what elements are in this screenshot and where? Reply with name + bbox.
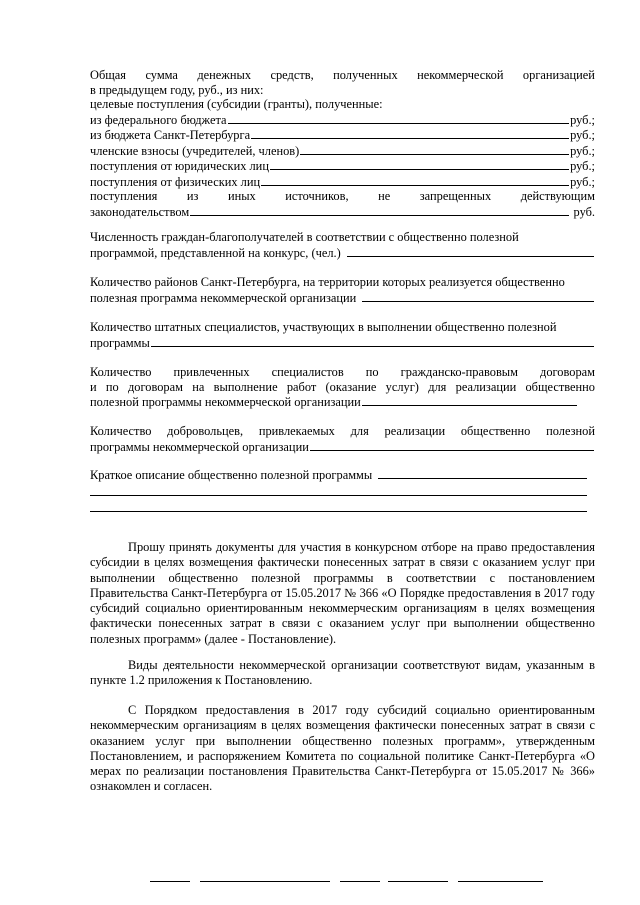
- word: полезной: [546, 424, 595, 438]
- word: привлекаемых: [258, 424, 335, 438]
- targeted-label: целевые поступления (субсидии (гранты), полученные:: [90, 97, 383, 111]
- word: гражданско-правовым: [400, 365, 518, 379]
- word: Количество: [90, 424, 152, 438]
- funds-row-unit: руб.;: [570, 128, 595, 142]
- funds-other-line1: [90, 189, 595, 204]
- individuals-amount-field[interactable]: [261, 174, 569, 186]
- word: средств,: [270, 68, 314, 82]
- word: полученных: [333, 68, 398, 82]
- description-field[interactable]: [378, 467, 587, 479]
- word: денежных: [197, 68, 252, 82]
- staff-line1: Количество штатных специалистов, участвующих в выполнении общественно полезной: [90, 320, 557, 334]
- word: добровольцев,: [167, 424, 244, 438]
- legal-entities-amount-field[interactable]: [270, 158, 569, 170]
- word: Общая: [90, 68, 126, 82]
- description-blank-line[interactable]: [90, 510, 587, 512]
- other-sources-amount-field[interactable]: [190, 204, 568, 216]
- word: Количество: [90, 365, 152, 379]
- word: организацией: [522, 68, 595, 82]
- word: поступления: [90, 189, 158, 203]
- districts-label: полезная программа некоммерческой организации: [90, 290, 357, 305]
- beneficiaries-section: [90, 230, 595, 260]
- activities-paragraph: Виды деятельности некоммерческой организации соответствуют видам, указанным в пункте 1.2 приложения к Постановлению.: [90, 658, 595, 688]
- word: из: [186, 189, 199, 203]
- staff-section: [90, 320, 595, 350]
- districts-section: [90, 275, 595, 305]
- funds-section: [90, 68, 595, 219]
- funds-row-legal: [90, 158, 595, 174]
- contractors-label: полезной программы некоммерческой организации: [90, 395, 361, 409]
- staff-count-field[interactable]: [151, 335, 594, 347]
- spb-amount-field[interactable]: [251, 127, 569, 139]
- contractors-section: [90, 365, 595, 410]
- funds-row-label: из федерального бюджета: [90, 112, 227, 127]
- word: запрещенных: [419, 189, 492, 203]
- funds-row-label: поступления от юридических лиц: [90, 159, 269, 173]
- funds-row-label: из бюджета Санкт-Петербурга: [90, 128, 251, 142]
- word: сумма: [145, 68, 178, 82]
- word: договорам: [540, 365, 595, 379]
- funds-row-federal: [90, 112, 595, 128]
- funds-row-unit: руб.;: [570, 112, 595, 127]
- funds-row-unit: руб.;: [570, 174, 595, 189]
- signature-line[interactable]: [150, 880, 190, 882]
- beneficiaries-count-field[interactable]: [347, 245, 594, 257]
- federal-amount-field[interactable]: [228, 112, 570, 124]
- word: по: [365, 365, 379, 379]
- beneficiaries-line1: Численность граждан-благополучателей в соответствии с общественно полезной: [90, 230, 519, 244]
- word: специалистов: [271, 365, 344, 379]
- word: некоммерческой: [417, 68, 504, 82]
- signature-line[interactable]: [200, 880, 330, 882]
- funds-row-label: законодательством: [90, 204, 190, 219]
- volunteers-label: программы некоммерческой организации: [90, 439, 309, 454]
- funds-row-unit: руб.;: [570, 159, 595, 173]
- word: для: [350, 424, 369, 438]
- word: реализации: [384, 424, 446, 438]
- description-section: [90, 467, 595, 483]
- funds-row-label: членские взносы (учредителей, членов): [90, 143, 300, 158]
- funds-row-spb: [90, 127, 595, 143]
- word: привлеченных: [173, 365, 250, 379]
- word: действующим: [520, 189, 595, 203]
- contractors-line2: и по договорам на выполнение работ (оказание услуг) для реализации общественно: [90, 379, 595, 394]
- staff-label: программы: [90, 335, 150, 350]
- funds-row-membership: [90, 143, 595, 159]
- agreement-paragraph: С Порядком предоставления в 2017 году субсидий социально ориентированным некоммерческим организациям в целях возмещения фактически понесенных затрат в связи с оказанием услуг при выполнении общественно полезных программ», утвержденным Постановлением, и распоряжением Комитета по социальной политике Санкт-Петербурга «О мерах по реализации постановления Правительства Санкт-Петербурга от 15.05.2017 № 366» ознакомлен и согласен.: [90, 703, 595, 794]
- funds-intro-line1: [90, 68, 595, 83]
- volunteers-line1: [90, 424, 595, 439]
- staff-line2: [90, 335, 595, 351]
- beneficiaries-label: программой, представленной на конкурс, (чел.): [90, 245, 341, 260]
- contractors-line3: [90, 394, 595, 410]
- funds-row-label: поступления от физических лиц: [90, 174, 261, 189]
- signature-line[interactable]: [388, 880, 448, 882]
- word: иных: [227, 189, 256, 203]
- funds-row-individuals: [90, 174, 595, 190]
- volunteers-section: [90, 424, 595, 454]
- volunteers-count-field[interactable]: [310, 439, 594, 451]
- districts-line1: Количество районов Санкт-Петербурга, на территории которых реализуется общественно: [90, 275, 565, 289]
- signature-line[interactable]: [340, 880, 380, 882]
- description-line: [90, 467, 595, 483]
- signature-line[interactable]: [458, 880, 543, 882]
- contractors-line1: [90, 365, 595, 380]
- funds-other-line2: [90, 204, 595, 220]
- funds-row-unit: руб.;: [570, 143, 595, 158]
- request-paragraph: Прошу принять документы для участия в конкурсном отборе на право предоставления субсидии в целях возмещения фактически понесенных затрат в связи с оказанием услуг при выполнении общественно полезной программы в соответствии с постановлением Правительства Санкт-Петербурга от 15.05.2017 № 366 «О Порядке предоставления в 2017 году субсидий социально ориентированным некоммерческим организациям в целях возмещения фактически понесенных затрат в связи с оказанием услуг при выполнении общественно полезных программ» (далее - Постановление).: [90, 540, 595, 646]
- contractors-count-field[interactable]: [362, 394, 577, 406]
- description-label: Краткое описание общественно полезной программы: [90, 468, 373, 482]
- word: общественно: [460, 424, 531, 438]
- districts-line2: [90, 290, 595, 306]
- word: источников,: [285, 189, 349, 203]
- funds-row-unit: руб.: [573, 204, 595, 219]
- beneficiaries-line2: [90, 245, 595, 261]
- membership-amount-field[interactable]: [300, 143, 569, 155]
- description-blank-line[interactable]: [90, 494, 587, 496]
- districts-count-field[interactable]: [362, 290, 594, 302]
- volunteers-line2: [90, 439, 595, 455]
- funds-intro-line2: в предыдущем году, руб., из них:: [90, 82, 264, 97]
- word: не: [378, 189, 391, 203]
